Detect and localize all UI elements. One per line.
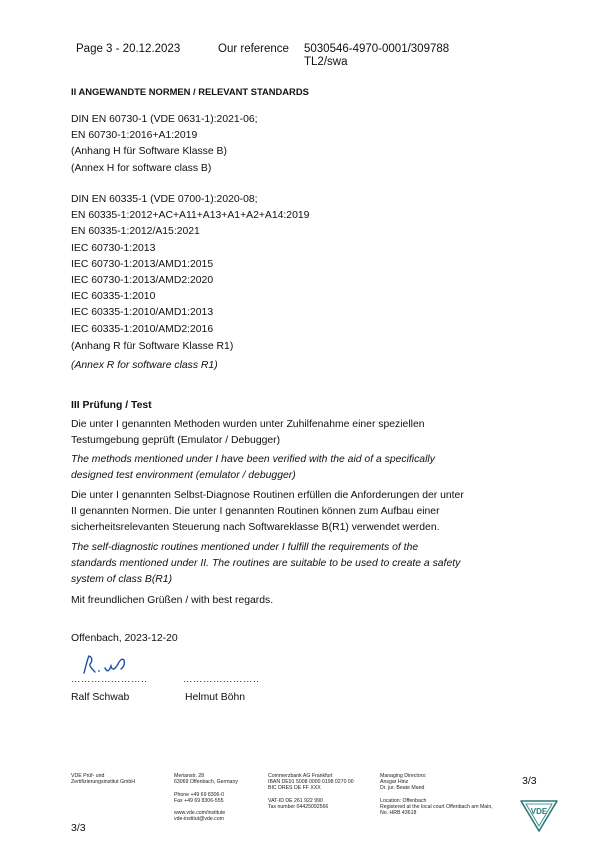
standard-line: IEC 60730-1:2013 <box>71 242 156 254</box>
footer-line: Zertifizierungsinstitut GmbH <box>71 779 135 786</box>
text-line: standards mentioned under II. The routines are suitable to be used to create a safety <box>71 558 461 570</box>
test-paragraph-1-de <box>71 417 425 449</box>
test-paragraph-2-de <box>71 488 464 537</box>
closing-greeting: Mit freundlichen Grüßen / with best regards. <box>71 595 274 606</box>
reference-code: TL2/swa <box>304 56 348 68</box>
footer-line: IBAN DE91 5008 0000 0198 0270 00 <box>268 779 354 786</box>
footer-line: Tax number 04425092566 <box>268 804 329 811</box>
footer-line: Location: Offenbach <box>380 797 427 804</box>
standard-line: IEC 60335-1:2010 <box>71 291 156 303</box>
text-line: The methods mentioned under I have been verified with the aid of a specifically <box>71 454 435 465</box>
section-standards-title: II ANGEWANDTE NORMEN / RELEVANT STANDARDS <box>71 86 309 97</box>
signatory-left-name: Ralf Schwab <box>71 692 130 703</box>
signature-line-left: ………………….. <box>71 674 148 685</box>
standard-line: EN 60730-1:2016+A1:2019 <box>71 130 198 142</box>
footer-line: BIC DRES DE FF XXX <box>268 785 321 792</box>
standard-line: IEC 60335-1:2010/AMD1:2013 <box>71 307 214 319</box>
footer-management <box>380 773 493 816</box>
standard-line: EN 60335-1:2012/A15:2021 <box>71 226 200 238</box>
footer-line: 63069 Offenbach, Germany <box>174 779 238 786</box>
standards-group-2 <box>71 192 309 338</box>
footer-line: VAT-ID DE 261 922 990 <box>268 797 323 804</box>
text-line: The self-diagnostic routines mentioned under I fulfill the requirements of the <box>71 542 419 553</box>
signature-scribble <box>80 654 134 676</box>
standard-line: IEC 60730-1:2013/AMD1:2015 <box>71 258 214 270</box>
page-number-right: 3/3 <box>522 775 537 787</box>
footer-line: No. HRB 43618 <box>380 810 417 817</box>
footer-line: VDE Prüf- und <box>71 773 105 779</box>
text-line: Testumgebung geprüft (Emulator / Debugger) <box>71 435 281 447</box>
reference-number: 5030546-4970-0001/309788 <box>304 43 450 55</box>
vde-logo-text: VDE <box>530 807 548 816</box>
text-line: II genannten Normen. Die unter I genannten Routinen können zum Aufbau einer <box>71 506 440 518</box>
footer-line: Managing Directors: <box>380 773 427 779</box>
footer-line: Phone +49 69 8306-0 <box>174 791 225 798</box>
standard-line: DIN EN 60335-1 (VDE 0700-1):2020-08; <box>71 194 258 205</box>
test-paragraph-2-en <box>71 540 460 589</box>
signature-line-right: ………………….. <box>183 674 260 685</box>
footer-line: Ansgar Hinz <box>380 779 409 786</box>
standard-line: IEC 60730-1:2013/AMD2:2020 <box>71 275 214 287</box>
standards-group-1 <box>71 112 258 177</box>
footer-company <box>71 773 135 785</box>
annex-note-en: (Annex R for software class R1) <box>71 360 218 371</box>
footer-address <box>174 773 238 823</box>
page-number-left: 3/3 <box>71 822 86 834</box>
text-line: Die unter I genannten Selbst-Diagnose Routinen erfüllen die Anforderungen der unter <box>71 490 464 501</box>
standard-line: (Anhang H für Software Klasse B) <box>71 146 227 158</box>
footer-bank <box>268 773 354 810</box>
footer-line: Fax +49 69 8306-555 <box>174 797 224 804</box>
standard-line: IEC 60335-1:2010/AMD2:2016 <box>71 323 214 335</box>
footer-line: vde-institut@vde.com <box>174 816 224 823</box>
text-line: designed test environment (emulator / debugger) <box>71 470 296 482</box>
annex-note-de: (Anhang R für Software Klasse R1) <box>71 341 234 352</box>
footer-line: Dr. jur. Beate Mand <box>380 785 425 792</box>
text-line: Die unter I genannten Methoden wurden unter Zuhilfenahme einer speziellen <box>71 419 425 430</box>
standard-line: EN 60335-1:2012+AC+A11+A13+A1+A2+A14:2019 <box>71 210 310 222</box>
section-test-title: III Prüfung / Test <box>71 400 152 411</box>
standard-line: DIN EN 60730-1 (VDE 0631-1):2021-06; <box>71 114 258 125</box>
standard-line: (Annex H for software class B) <box>71 162 212 174</box>
footer-line: www.vde.com/institute <box>174 810 226 817</box>
vde-logo-icon <box>519 799 559 833</box>
reference-label: Our reference <box>218 43 289 55</box>
footer-line: Commerzbank AG Frankfurt <box>268 773 333 779</box>
place-date: Offenbach, 2023-12-20 <box>71 633 178 644</box>
signatory-right-name: Helmut Böhn <box>185 692 246 703</box>
footer-line: Merianstr. 28 <box>174 773 204 779</box>
text-line: system of class B(R1) <box>71 574 173 586</box>
footer-line: Registered at the local court Offenbach am Main, <box>380 804 493 811</box>
page-date: Page 3 - 20.12.2023 <box>76 43 181 55</box>
text-line: sicherheitsrelevanten Steuerung nach Softwareklasse B(R1) verwendet werden. <box>71 522 440 534</box>
test-paragraph-1-en <box>71 452 435 484</box>
